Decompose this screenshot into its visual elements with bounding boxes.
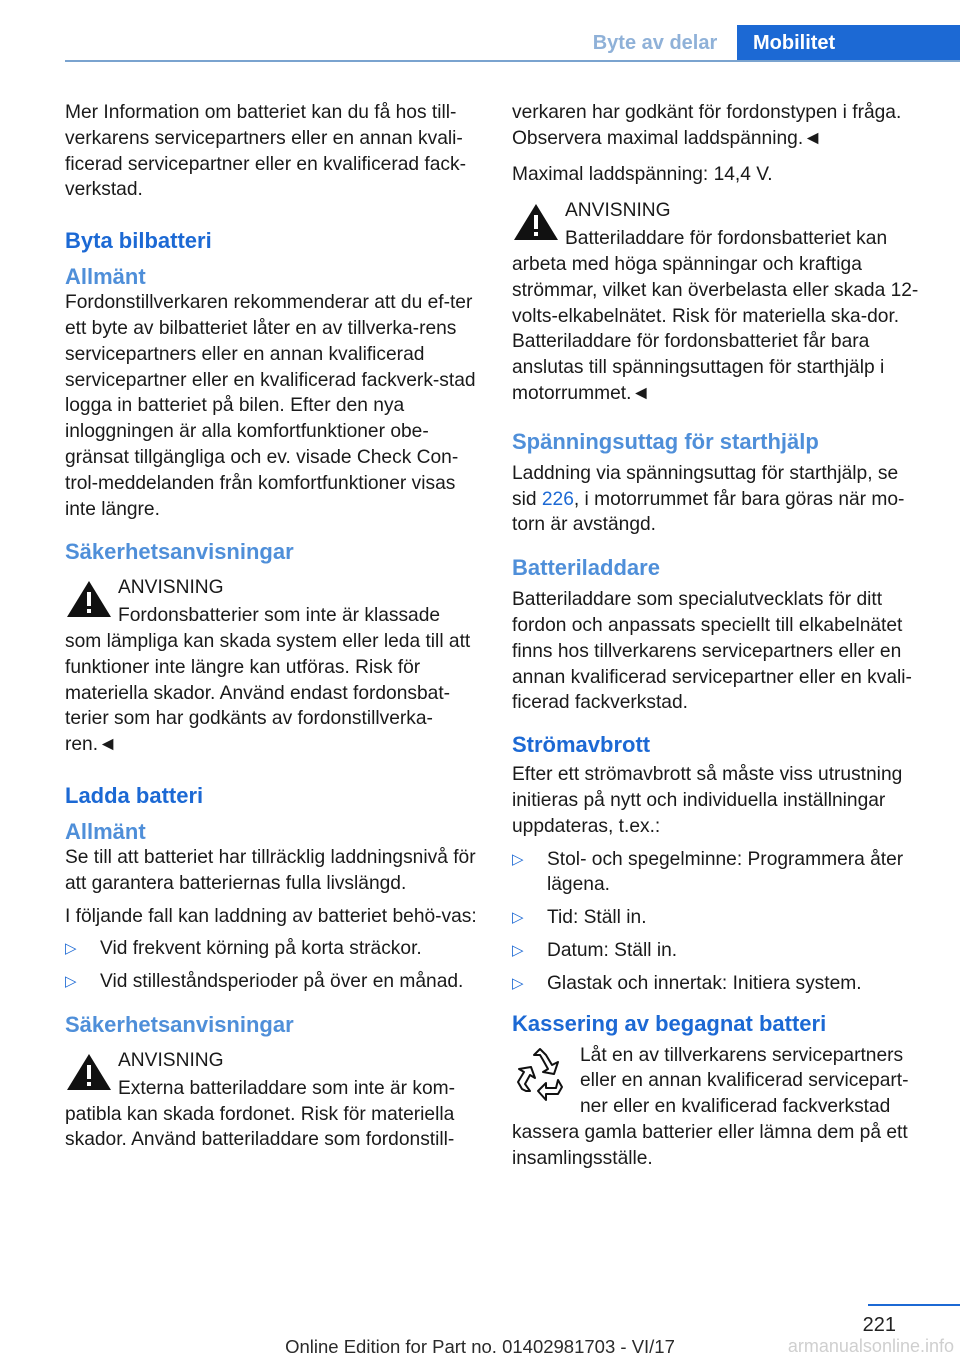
list-charging-cases	[65, 936, 480, 995]
triangle-bullet-icon: ▷	[65, 940, 77, 958]
allmant-1-paragraph: Fordonstillverkaren rekommenderar att du ef-ter ett byte av bilbatteriet låter en av tillverka-rens servicepartners eller en annan kvalificerad servicepartner eller en kvalificerad fackverk-stad logga in batteriet på bilen. Efter den nya inloggningen är alla komfortfunktioner obe-gränsat tillgängliga och ev. visade Check Con-trol-meddelanden från komfortfunktioner visas inte längre.	[65, 292, 476, 520]
warning-triangle-icon	[65, 579, 113, 619]
recycle-icon	[512, 1045, 568, 1101]
intro-paragraph: Mer Information om batteriet kan du få hos till-verkarens servicepartners eller en annan kvali-ficerad servicepartner eller en kvalificerad fack-verkstad.	[65, 102, 466, 201]
triangle-bullet-icon: ▷	[512, 974, 524, 992]
list-item	[512, 938, 927, 964]
warning-text-1: Fordonsbatterier som inte är klassade som lämpliga kan skada system eller leda till att funktioner inte längre kan utföras. Risk för materiella skador. Använd endast fordonsbat-terier som har godkänts av fordonstillverka-ren.◄	[65, 605, 471, 756]
warning-block-1	[65, 571, 480, 758]
list-item-text: Stol- och spegelminne: Programmera åter lägena.	[547, 848, 904, 896]
allmant-2-paragraph-b: I följande fall kan laddning av batteriet behö-vas:	[65, 905, 477, 927]
list-reset-items	[512, 847, 927, 997]
warning-triangle-icon	[65, 1052, 113, 1092]
heading-stromavbrott: Strömavbrott	[512, 732, 651, 758]
list-item	[512, 847, 927, 899]
heading-batteriladdare: Batteriladdare	[512, 555, 660, 581]
list-item-text: Datum: Ställ in.	[547, 939, 678, 961]
triangle-bullet-icon: ▷	[512, 909, 524, 927]
page-reference-link[interactable]: 226	[541, 488, 574, 510]
right-column	[512, 100, 927, 1172]
header-rule	[65, 60, 960, 62]
list-item-text: Tid: Ställ in.	[547, 907, 647, 929]
list-item-text: Vid stilleståndsperioder på över en månad.	[100, 971, 464, 993]
list-item	[65, 969, 480, 995]
max-voltage-paragraph: Maximal laddspänning: 14,4 V.	[512, 163, 773, 185]
heading-byta-bilbatteri: Byta bilbatteri	[65, 228, 212, 254]
list-item	[512, 971, 927, 997]
stromavbrott-paragraph: Efter ett strömavbrott så måste viss utrustning initieras på nytt och individuella inställningar uppdateras, t.ex.:	[512, 764, 903, 837]
list-item	[512, 905, 927, 931]
header-section-tab: Byte av delar	[592, 32, 718, 54]
warning-title-3: ANVISNING	[565, 200, 671, 222]
header-chapter-tab: Mobilitet	[737, 25, 960, 62]
warning-block-2	[65, 1044, 480, 1153]
batteriladdare-paragraph: Batteriladdare som specialutvecklats för ditt fordon och anpassats speciellt till elkabelnätet finns hos tillverkarens servicepartners eller en annan kvalificerad servicepartner eller en kvali-ficerad fackverkstad.	[512, 589, 912, 714]
warning-title-1: ANVISNING	[118, 577, 224, 599]
heading-ladda-batteri: Ladda batteri	[65, 782, 204, 808]
triangle-bullet-icon: ▷	[512, 850, 524, 868]
heading-allmant-1: Allmänt	[65, 264, 146, 290]
triangle-bullet-icon: ▷	[512, 941, 524, 959]
page-number: 221	[862, 1314, 896, 1336]
list-item	[65, 936, 480, 962]
kassering-text: Låt en av tillverkarens servicepartners eller en annan kvalificerad servicepart-ner eller en kvalificerad fackverkstad kassera gamla batterier eller lämna dem på ett insamlingsställe.	[512, 1044, 909, 1169]
warning-triangle-icon	[512, 202, 560, 242]
heading-spanningsuttag: Spänningsuttag för starthjälp	[512, 428, 819, 454]
continuation-paragraph: verkaren har godkänt för fordonstypen i fråga. Observera maximal laddspänning.◄	[512, 102, 902, 149]
footer-edition: Online Edition for Part no. 01402981703 - VI/17	[285, 1336, 675, 1357]
warning-text-3: Batteriladdare för fordonsbatteriet kan arbeta med höga spänningar och kraftiga strömmar, vilket kan överbelasta eller skada 12-volts-elkabelnätet. Risk för materiella ska-dor. Batteriladdare för fordonsbatteriet får bara anslutas till spänningsuttagen för starthjälp i motorrummet.◄	[512, 228, 919, 404]
spanningsuttag-paragraph	[512, 461, 927, 538]
recycle-block	[512, 1043, 927, 1172]
warning-title-2: ANVISNING	[118, 1049, 224, 1071]
left-column	[65, 100, 480, 1160]
allmant-2-paragraph-a: Se till att batteriet har tillräcklig laddningsnivå för att garantera batteriernas fulla livslängd.	[65, 846, 476, 894]
heading-kassering: Kassering av begagnat batteri	[512, 1010, 827, 1036]
heading-sakerhetsanvisningar-1: Säkerhetsanvisningar	[65, 539, 294, 565]
watermark: armanualsonline.info	[787, 1336, 954, 1356]
spanningsuttag-text-a: Laddning via spänningsuttag för starthjälp, se sid	[512, 462, 899, 510]
heading-allmant-2: Allmänt	[65, 818, 146, 844]
triangle-bullet-icon: ▷	[65, 973, 77, 991]
heading-sakerhetsanvisningar-2: Säkerhetsanvisningar	[65, 1011, 294, 1037]
warning-text-2: Externa batteriladdare som inte är kom-patibla kan skada fordonet. Risk för materiella skador. Använd batteriladdare som fordonstill-	[65, 1077, 455, 1151]
list-item-text: Glastak och innertak: Initiera system.	[547, 972, 862, 994]
footer-rule	[868, 1304, 960, 1306]
warning-block-3	[512, 194, 927, 406]
list-item-text: Vid frekvent körning på korta sträckor.	[100, 938, 422, 960]
spanningsuttag-text-b: , i motorrummet får bara göras när mo-torn är avstängd.	[512, 488, 905, 536]
